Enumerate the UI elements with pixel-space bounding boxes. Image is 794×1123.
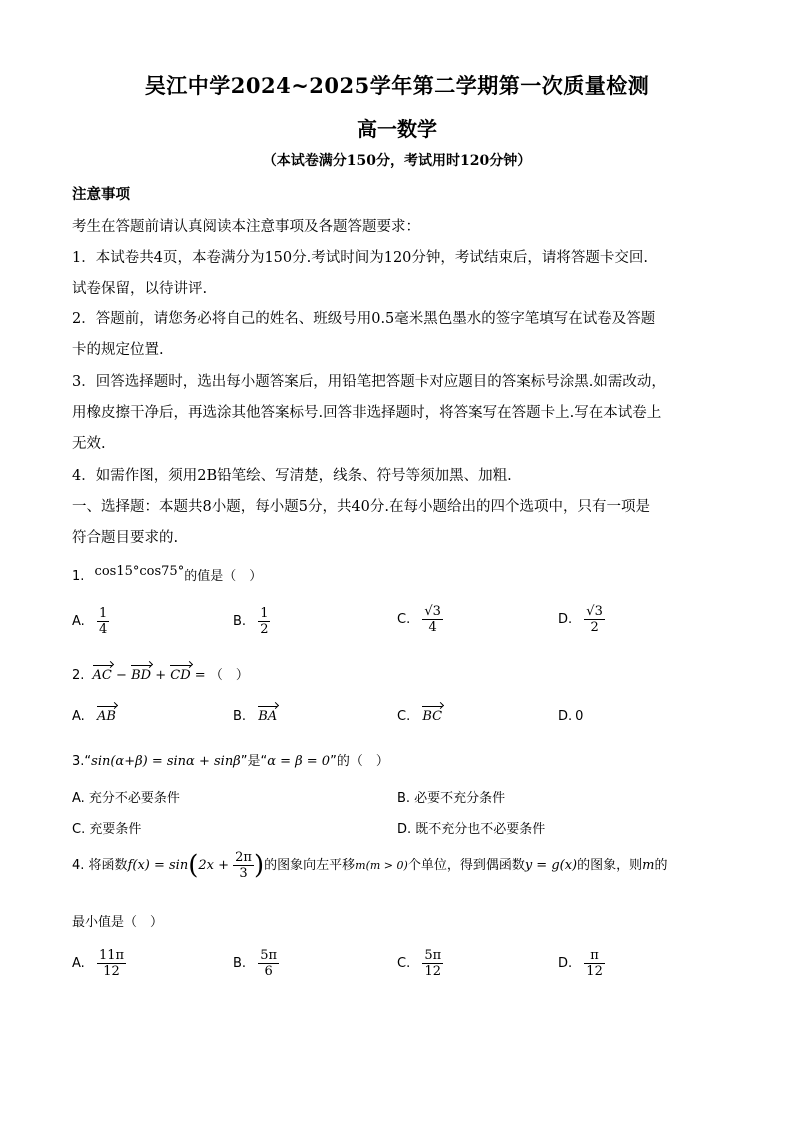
question-number: 2. bbox=[72, 668, 85, 683]
question-2-stem: 2. AC − BD + CD = （ ） bbox=[72, 668, 249, 683]
question-1-option-c: C. $\frac{√3}{4}$ bbox=[397, 604, 441, 635]
question-1-option-d: D. $\frac{√3}{2}$ bbox=[558, 604, 603, 635]
question-1-option-a: A. $\frac{1}{4}$ bbox=[72, 606, 108, 637]
notice-item-4: 4．如需作图，须用2B铅笔绘、写清楚，线条、符号等须加黑、加粗. bbox=[72, 468, 512, 484]
question-4-function: f(x) = sin bbox=[127, 858, 189, 873]
question-2-option-a: A. AB bbox=[72, 709, 116, 724]
notice-item-1-line-1: 1．本试卷共4页，本卷满分为150分.考试时间为120分钟，考试结束后，请将答题卡交回. bbox=[72, 250, 649, 266]
question-4-option-a: A. $\frac{11\pi}{12}$ bbox=[72, 948, 125, 979]
question-3-stem: 3.“sin(α+β) = sinα + sinβ”是“α = β = 0”的（ ） bbox=[72, 754, 389, 769]
question-3-option-c: C. 充要条件 bbox=[72, 822, 142, 837]
question-3-option-d: D. 既不充分也不必要条件 bbox=[397, 822, 546, 837]
question-1-expression: cos15°cos75° bbox=[94, 564, 185, 579]
exam-meta: （本试卷满分150分，考试用时120分钟） bbox=[262, 153, 532, 169]
vector-cd: CD bbox=[170, 668, 191, 683]
section-heading-line-2: 符合题目要求的. bbox=[72, 530, 179, 546]
question-number: 1. bbox=[72, 569, 85, 584]
question-2-tail: （ ） bbox=[209, 668, 249, 683]
question-3-expression-1: sin(α+β) = sinα + sinβ bbox=[91, 754, 241, 769]
notice-item-3-line-2: 用橡皮擦干净后，再选涂其他答案标号.回答非选择题时，将答案写在答题卡上.写在本试卷上 bbox=[72, 405, 662, 421]
notice-heading: 注意事项 bbox=[72, 186, 130, 203]
question-3-option-a: A. 充分不必要条件 bbox=[72, 791, 180, 806]
question-1-stem bbox=[72, 565, 262, 584]
question-1-option-b: B. $\frac{1}{2}$ bbox=[233, 606, 269, 637]
question-3-option-b: B. 必要不充分条件 bbox=[397, 791, 506, 806]
question-4-option-c: C. $\frac{5\pi}{12}$ bbox=[397, 948, 442, 979]
exam-title: 吴江中学2024~2025学年第二学期第一次质量检测 bbox=[144, 73, 650, 98]
notice-item-3-line-3: 无效. bbox=[72, 436, 106, 452]
question-number: 4. bbox=[72, 858, 85, 873]
notice-item-1-line-2: 试卷保留，以待讲评. bbox=[72, 281, 208, 297]
question-4-option-b: B. $\frac{5\pi}{6}$ bbox=[233, 948, 278, 979]
notice-item-3-line-1: 3．回答选择题时，选出每小题答案后，用铅笔把答题卡对应题目的答案标号涂黑.如需改动， bbox=[72, 374, 666, 390]
question-4-option-d: D. $\frac{\pi}{12}$ bbox=[558, 948, 603, 979]
question-2-option-c: C. BC bbox=[397, 709, 443, 724]
question-2-option-d: D. 0 bbox=[558, 709, 584, 724]
notice-item-2-line-1: 2．答题前，请您务必将自己的姓名、班级号用0.5毫米黑色墨水的签字笔填写在试卷及答题 bbox=[72, 311, 656, 327]
question-3-expression-2: α = β = 0 bbox=[267, 754, 331, 769]
notice-intro: 考生在答题前请认真阅读本注意事项及各题答题要求： bbox=[72, 219, 420, 235]
exam-subject: 高一数学 bbox=[357, 117, 437, 141]
question-2-option-b: B. BA bbox=[233, 709, 278, 724]
question-1-tail: 的值是（ ） bbox=[184, 569, 263, 584]
question-4-stem: 4. 将函数f(x) = sin(2x + $\frac{2\pi}{3}$ )的图象向左平移m(m > 0)个单位，得到偶函数y = g(x)的图象，则m的 bbox=[72, 850, 668, 881]
question-4-stem-line-2: 最小值是（ ） bbox=[72, 915, 164, 930]
question-number: 3. bbox=[72, 754, 85, 769]
section-heading-line-1: 一、选择题：本题共8小题，每小题5分，共40分.在每小题给出的四个选项中，只有一项是 bbox=[72, 499, 651, 515]
vector-ac: AC bbox=[92, 668, 112, 683]
vector-bd: BD bbox=[131, 668, 152, 683]
notice-item-2-line-2: 卡的规定位置. bbox=[72, 342, 164, 358]
